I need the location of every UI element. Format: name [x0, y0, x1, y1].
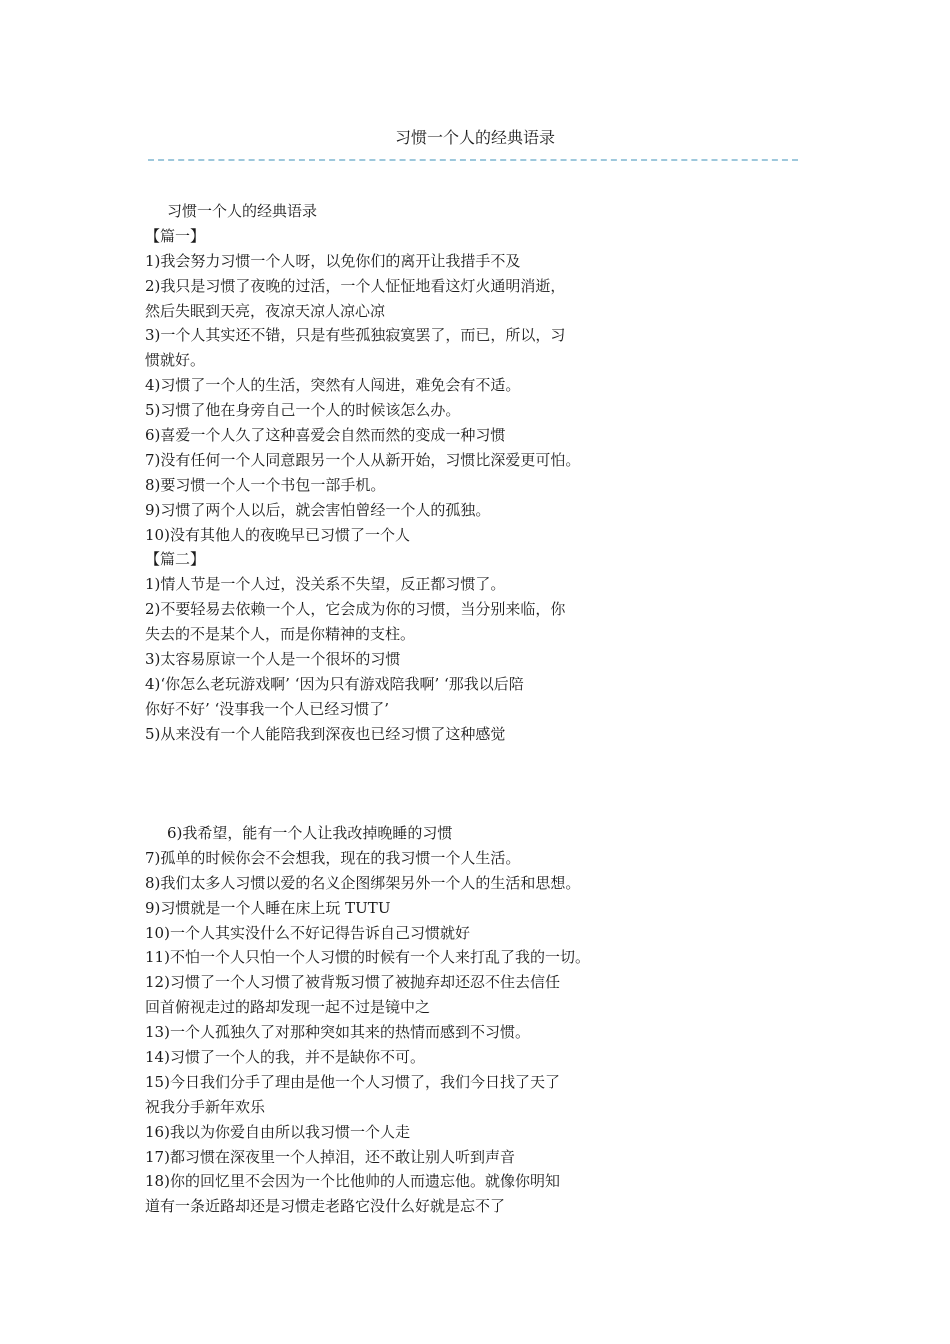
text-line: 9)习惯了两个人以后，就会害怕曾经一个人的孤独。 [145, 500, 491, 519]
text-line: 8)要习惯一个人一个书包一部手机。 [145, 475, 386, 494]
document-title: 习惯一个人的经典语录 [394, 128, 555, 147]
text-line: 1)我会努力习惯一个人呀，以免你们的离开让我措手不及 [145, 251, 521, 270]
text-line: 10)没有其他人的夜晚早已习惯了一个人 [145, 525, 410, 544]
text-line: 14)习惯了一个人的我，并不是缺你不可。 [145, 1048, 425, 1067]
text-line: 8)我们太多人习惯以爱的名义企图绑架另外一个人的生活和思想。 [145, 873, 581, 892]
section-one [145, 199, 845, 747]
text-line: 15)今日我们分手了理由是他一个人习惯了，我们今日找了天了 [145, 1072, 560, 1091]
text-line: 6)我希望，能有一个人让我改掉晚睡的习惯 [167, 824, 453, 842]
text-line: 祝我分手新年欢乐 [145, 1097, 266, 1116]
text-line: 18)你的回忆里不会因为一个比他帅的人而遗忘他。就像你明知 [145, 1172, 560, 1191]
text-line: 你好不好’ ‘没事我一个人已经习惯了’ [145, 699, 390, 718]
text-line: 然后失眠到天亮，夜凉天凉人凉心凉 [145, 301, 386, 320]
text-line: 惯就好。 [145, 351, 206, 370]
text-line: 回首俯视走过的路却发现一起不过是镜中之 [145, 998, 431, 1017]
text-line: 17)都习惯在深夜里一个人掉泪，还不敢让别人听到声音 [145, 1147, 515, 1166]
part-heading: 【篇一】 [145, 226, 206, 245]
text-line: 3)太容易原谅一个人是一个很坏的习惯 [145, 650, 401, 669]
text-line: 道有一条近路却还是习惯走老路它没什么好就是忘不了 [145, 1197, 506, 1216]
text-line: 10)一个人其实没什么不好记得告诉自己习惯就好 [145, 923, 470, 942]
text-line: 13)一个人孤独久了对那种突如其来的热情而感到不习惯。 [145, 1023, 530, 1042]
text-line: 12)习惯了一个人习惯了被背叛习惯了被抛弃却还忍不住去信任 [145, 973, 560, 992]
text-line: 3)一个人其实还不错，只是有些孤独寂寞罢了，而已，所以，习 [145, 326, 566, 345]
section-two [145, 821, 845, 1219]
text-line: 失去的不是某个人，而是你精神的支柱。 [145, 625, 416, 644]
part-heading: 【篇二】 [145, 550, 206, 569]
text-line: 7)孤单的时候你会不会想我，现在的我习惯一个人生活。 [145, 848, 521, 867]
text-line: 4)‘你怎么老玩游戏啊’ ‘因为只有游戏陪我啊’ ‘那我以后陪 [145, 674, 524, 693]
text-line: 4)习惯了一个人的生活，突然有人闯进，难免会有不适。 [145, 376, 521, 395]
text-line: 9)习惯就是一个人睡在床上玩 TUTU [145, 898, 391, 917]
text-line: 5)习惯了他在身旁自己一个人的时候该怎么办。 [145, 401, 461, 420]
text-line: 11)不怕一个人只怕一个人习惯的时候有一个人来打乱了我的一切。 [145, 948, 590, 967]
text-line: 16)我以为你爱自由所以我习惯一个人走 [145, 1122, 410, 1141]
text-line: 2)我只是习惯了夜晚的过活，一个人怔怔地看这灯火通明消逝， [145, 276, 566, 295]
text-line: 7)没有任何一个人同意跟另一个人从新开始，习惯比深爱更可怕。 [145, 450, 581, 469]
text-line: 2)不要轻易去依赖一个人，它会成为你的习惯，当分别来临，你 [145, 600, 566, 619]
title-divider [148, 159, 798, 161]
text-line: 6)喜爱一个人久了这种喜爱会自然而然的变成一种习惯 [145, 426, 506, 445]
section-heading: 习惯一个人的经典语录 [167, 202, 318, 220]
text-line: 5)从来没有一个人能陪我到深夜也已经习惯了这种感觉 [145, 724, 506, 743]
text-line: 1)情人节是一个人过，没关系不失望，反正都习惯了。 [145, 575, 506, 594]
